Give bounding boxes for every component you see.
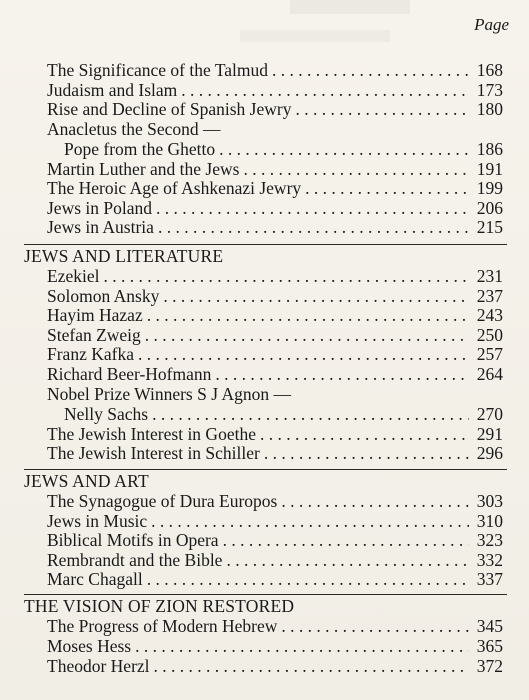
toc-entry: [47, 198, 503, 218]
entry-page: 332: [476, 550, 503, 570]
toc-entry: [47, 325, 503, 345]
entry-title: Jews in Poland: [47, 198, 152, 218]
bleed-through-shadow: [240, 30, 390, 42]
toc-entry: [47, 344, 503, 364]
leader-dots: [305, 178, 469, 198]
toc-entry: [47, 616, 503, 636]
entry-page: 296: [476, 443, 503, 463]
entry-title: The Progress of Modern Hebrew: [47, 616, 278, 636]
entry-page: 270: [476, 404, 503, 424]
entry-title: Biblical Motifs in Opera: [47, 530, 219, 550]
toc-entry: [47, 569, 503, 589]
leader-dots: [151, 511, 469, 531]
toc-entry-first-line: [47, 384, 503, 404]
toc-entry: [47, 511, 503, 531]
toc-entry: [47, 530, 503, 550]
toc-entry: [47, 550, 503, 570]
leader-dots: [138, 344, 469, 364]
section-heading-art: JEWS AND ART: [24, 471, 149, 491]
entry-title: The Synagogue of Dura Europos: [47, 491, 278, 511]
toc-entry: [47, 491, 503, 511]
entry-title: Stefan Zweig: [47, 325, 141, 345]
entry-page: 303: [476, 491, 503, 511]
entry-page: 206: [476, 198, 503, 218]
leader-dots: [147, 305, 469, 325]
leader-dots: [152, 404, 469, 424]
toc-entry: [47, 60, 503, 80]
entry-title: Marc Chagall: [47, 569, 143, 589]
leader-dots: [145, 325, 469, 345]
entry-page: 310: [476, 511, 503, 531]
toc-entry: [47, 159, 503, 179]
toc-entry-first-line: [47, 119, 503, 139]
entry-page: 365: [476, 636, 503, 656]
leader-dots: [226, 550, 469, 570]
toc-entry: [47, 656, 503, 676]
entry-page: 337: [476, 569, 503, 589]
entry-page: 173: [476, 80, 503, 100]
leader-dots: [264, 443, 469, 463]
entry-title: Ezekiel: [47, 266, 100, 286]
leader-dots: [135, 636, 469, 656]
entry-page: 250: [476, 325, 503, 345]
entry-title: Jews in Austria: [47, 217, 154, 237]
toc-entry-continuation: [64, 404, 503, 424]
entry-page: 237: [476, 286, 503, 306]
entry-page: 291: [476, 424, 503, 444]
entry-title: The Jewish Interest in Schiller: [47, 443, 260, 463]
entry-title: Martin Luther and the Jews: [47, 159, 240, 179]
leader-dots: [158, 217, 469, 237]
entry-title: Hayim Hazaz: [47, 305, 143, 325]
entry-title: Anacletus the Second —: [47, 119, 221, 139]
toc-entry: [47, 99, 503, 119]
entry-title: Judaism and Islam: [47, 80, 178, 100]
toc-entry-continuation: [64, 139, 503, 159]
toc-entry: [47, 364, 503, 384]
entry-title: Jews in Music: [47, 511, 148, 531]
section-heading-zion: THE VISION OF ZION RESTORED: [24, 596, 295, 616]
toc-entry: [47, 286, 503, 306]
toc-entry: [47, 443, 503, 463]
entry-title: Rembrandt and the Bible: [47, 550, 223, 570]
toc-entry: [47, 305, 503, 325]
entry-page: 372: [476, 656, 503, 676]
entry-title: The Jewish Interest in Goethe: [47, 424, 256, 444]
leader-dots: [260, 424, 469, 444]
leader-dots: [281, 616, 469, 636]
entry-page: 257: [476, 344, 503, 364]
entry-title: Nobel Prize Winners S J Agnon —: [47, 384, 291, 404]
entry-page: 345: [476, 616, 503, 636]
leader-dots: [219, 139, 469, 159]
leader-dots: [215, 364, 469, 384]
leader-dots: [223, 530, 469, 550]
entry-title: Nelly Sachs: [64, 404, 149, 424]
section-divider: [24, 469, 507, 470]
leader-dots: [103, 266, 469, 286]
entry-page: 186: [476, 139, 503, 159]
leader-dots: [163, 286, 469, 306]
entry-title: Theodor Herzl: [47, 656, 150, 676]
entry-page: 215: [476, 217, 503, 237]
entry-title: The Significance of the Talmud: [47, 60, 269, 80]
toc-entry: [47, 80, 503, 100]
entry-page: 264: [476, 364, 503, 384]
leader-dots: [281, 491, 469, 511]
entry-title: Pope from the Ghetto: [64, 139, 216, 159]
leader-dots: [147, 569, 469, 589]
entry-title: Rise and Decline of Spanish Jewry: [47, 99, 292, 119]
section-heading-literature: JEWS AND LITERATURE: [24, 246, 224, 266]
leader-dots: [272, 60, 469, 80]
page-column-label: Page: [474, 15, 509, 34]
section-divider: [24, 594, 507, 595]
entry-page: 191: [476, 159, 503, 179]
entry-page: 180: [476, 99, 503, 119]
toc-entry: [47, 178, 503, 198]
leader-dots: [181, 80, 469, 100]
entry-title: Franz Kafka: [47, 344, 134, 364]
entry-page: 168: [476, 60, 503, 80]
toc-entry: [47, 266, 503, 286]
entry-title: The Heroic Age of Ashkenazi Jewry: [47, 178, 302, 198]
entry-page: 231: [476, 266, 503, 286]
section-divider: [24, 244, 507, 245]
entry-page: 199: [476, 178, 503, 198]
leader-dots: [295, 99, 469, 119]
entry-page: 243: [476, 305, 503, 325]
leader-dots: [243, 159, 469, 179]
leader-dots: [154, 656, 469, 676]
entry-title: Moses Hess: [47, 636, 132, 656]
entry-title: Richard Beer-Hofmann: [47, 364, 212, 384]
entry-page: 323: [476, 530, 503, 550]
leader-dots: [156, 198, 469, 218]
toc-entry: [47, 636, 503, 656]
toc-entry: [47, 217, 503, 237]
toc-entry: [47, 424, 503, 444]
entry-title: Solomon Ansky: [47, 286, 160, 306]
bleed-through-shadow: [290, 0, 410, 14]
